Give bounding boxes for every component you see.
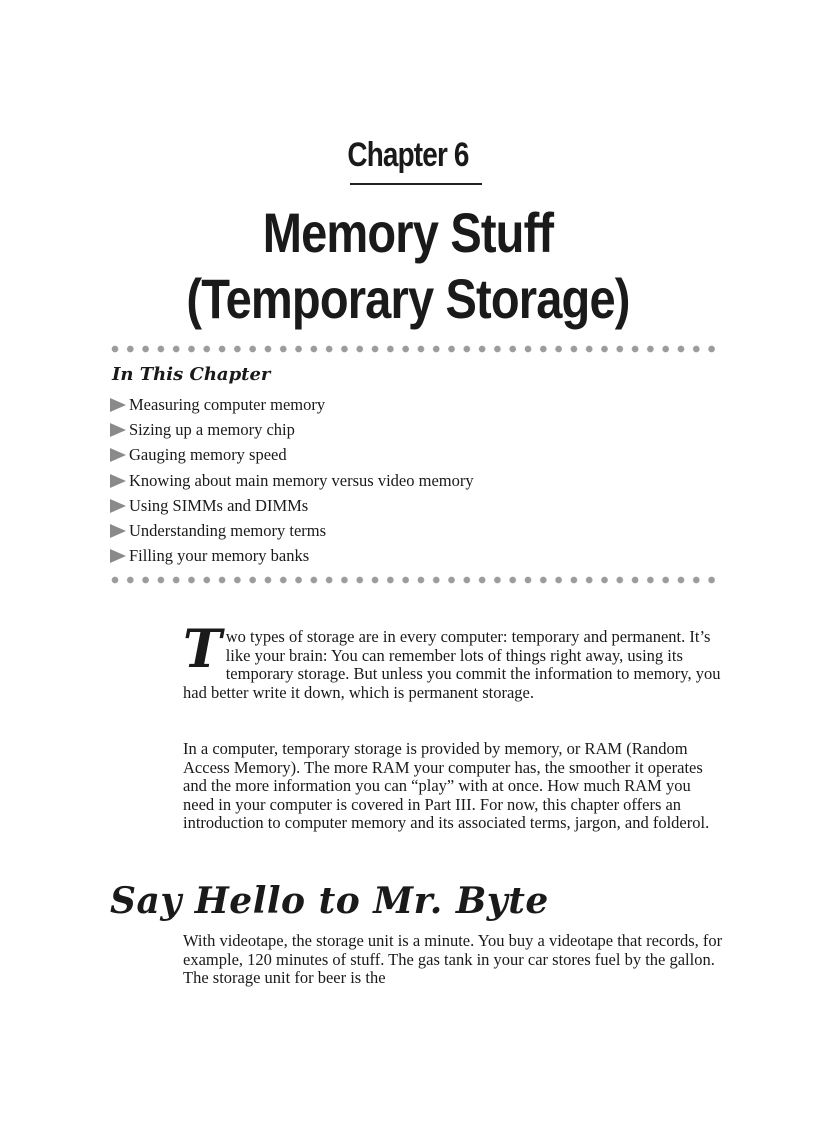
topic-item <box>110 544 474 569</box>
topic-item-label: Filling your memory banks <box>129 546 310 566</box>
drop-cap: T <box>183 619 222 680</box>
topic-item <box>110 468 474 493</box>
triangle-bullet-icon <box>110 499 126 513</box>
triangle-bullet-icon <box>110 524 126 538</box>
topic-item-label: Sizing up a memory chip <box>129 419 295 439</box>
topic-item <box>110 443 474 468</box>
chapter-title-line-1: Memory Stuff <box>262 201 554 264</box>
section-paragraph-1: With videotape, the storage unit is a minute. You buy a videotape that records, for example, 120 minutes of stuff. The gas tank in your car stores fuel by the gallon. The storage unit for beer is the <box>183 931 723 988</box>
topic-item <box>110 417 474 442</box>
topic-item <box>110 518 474 543</box>
chapter-title <box>65 200 750 332</box>
chapter-title-line-2: (Temporary Storage) <box>186 267 630 330</box>
topic-item-label: Using SIMMs and DIMMs <box>129 495 309 515</box>
triangle-bullet-icon <box>110 423 126 437</box>
chapter-number: Chapter 6 <box>347 136 469 174</box>
chapter-topic-list <box>110 392 474 569</box>
triangle-bullet-icon <box>110 448 126 462</box>
triangle-bullet-icon <box>110 549 126 563</box>
intro-paragraph-1 <box>183 619 723 702</box>
triangle-bullet-icon <box>110 398 126 412</box>
in-this-chapter-heading: In This Chapter <box>112 364 271 385</box>
intro-paragraph-1-text: wo types of storage are in every computer: temporary and permanent. It’s like your brain: You can remember lots of things right away, using its temporary storage. But unless you commit the information to memory, you had better write it down, which is permanent storage. <box>183 627 721 702</box>
topic-item <box>110 493 474 518</box>
dotted-divider-top <box>110 344 722 354</box>
topic-item-label: Knowing about main memory versus video memory <box>129 470 474 490</box>
topic-item-label: Measuring computer memory <box>129 394 326 414</box>
section-heading: Say Hello to Mr. Byte <box>110 880 549 922</box>
topic-item-label: Gauging memory speed <box>129 445 287 465</box>
dotted-divider-bottom <box>110 575 722 585</box>
topic-item-label: Understanding memory terms <box>129 521 327 541</box>
topic-item <box>110 392 474 417</box>
triangle-bullet-icon <box>110 474 126 488</box>
intro-paragraph-2: In a computer, temporary storage is provided by memory, or RAM (Random Access Memory). The more RAM your computer has, the smoother it operates and the more information you can “play” with at once. How much RAM you need in your computer is covered in Part III. For now, this chapter offers an introduction to computer memory and its associated terms, jargon, and folderol. <box>183 739 710 833</box>
chapter-underline <box>350 183 482 185</box>
